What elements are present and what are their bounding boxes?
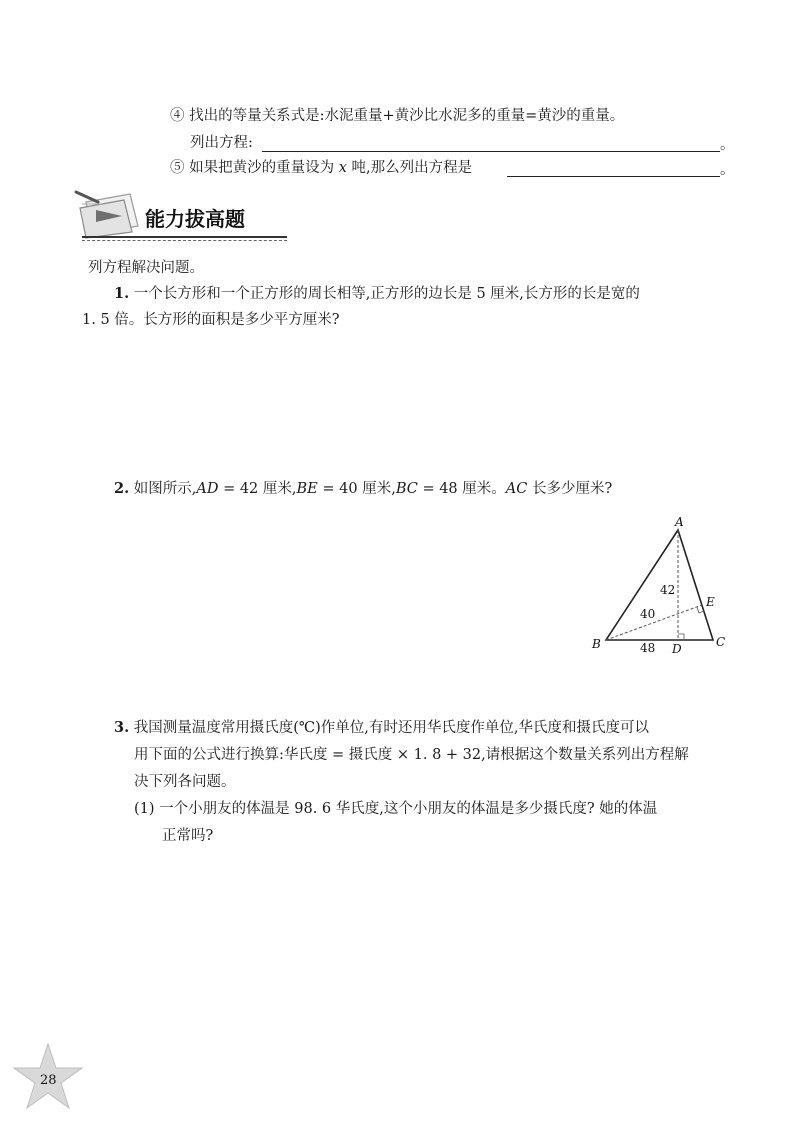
problem1-number: 1.	[114, 285, 130, 302]
item4-period: 。	[720, 137, 735, 153]
vertex-a-label: A	[675, 515, 684, 529]
section-title: 能力拔高题	[145, 207, 245, 231]
right-angle-mark-d	[678, 634, 684, 640]
problem3-line3: 决下列各问题。	[134, 774, 236, 790]
vertex-c-label: C	[716, 635, 726, 649]
page-number-star	[8, 1040, 88, 1120]
problem2-text: 2. 如图所示,AD = 42 厘米,BE = 40 厘米,BC = 48 厘米。AC 长多少厘米?	[114, 480, 613, 497]
triangle-figure	[580, 510, 740, 660]
problem1-line2: 1. 5 倍。长方形的面积是多少平方厘米?	[82, 312, 340, 328]
item4-answer-blank[interactable]	[262, 151, 720, 152]
item5-answer-blank[interactable]	[507, 176, 720, 177]
problem3-sub1-line2: 正常吗?	[162, 828, 214, 844]
vertex-e-label: E	[706, 595, 715, 609]
section-rule	[82, 236, 287, 238]
problem3-line2: 用下面的公式进行换算:华氏度 = 摄氏度 × 1. 8 + 32,请根据这个数量关系列出方程解	[134, 747, 689, 763]
vertex-d-label: D	[672, 642, 682, 656]
item5-period: 。	[720, 162, 735, 178]
item4-text: ④ 找出的等量关系式是:水泥重量+黄沙比水泥多的重量=黄沙的重量。	[170, 108, 625, 124]
instruction-text: 列方程解决问题。	[88, 260, 204, 276]
label-bc-48: 48	[640, 641, 656, 655]
label-ad-42: 42	[660, 583, 676, 597]
problem1-line1: 1. 一个长方形和一个正方形的周长相等,正方形的边长是 5 厘米,长方形的长是宽的	[114, 285, 640, 302]
pen-and-paper-icon	[72, 188, 146, 240]
problem2-number: 2.	[114, 480, 130, 497]
problem3-number: 3.	[114, 719, 130, 736]
item4-equation-prompt: 列出方程:	[190, 135, 253, 151]
problem3-line1: 3. 我国测量温度常用摄氏度(℃)作单位,有时还用华氏度作单位,华氏度和摄氏度可以	[114, 719, 649, 736]
page-number: 28	[40, 1073, 57, 1088]
item5-text: ⑤ 如果把黄沙的重量设为 x 吨,那么列出方程是	[170, 160, 473, 176]
vertex-b-label: B	[592, 637, 601, 651]
problem3-sub1-line1: (1) 一个小朋友的体温是 98. 6 华氏度,这个小朋友的体温是多少摄氏度? 她的体温	[134, 801, 658, 817]
section-rule-dashed	[82, 240, 287, 241]
label-be-40: 40	[640, 607, 656, 621]
